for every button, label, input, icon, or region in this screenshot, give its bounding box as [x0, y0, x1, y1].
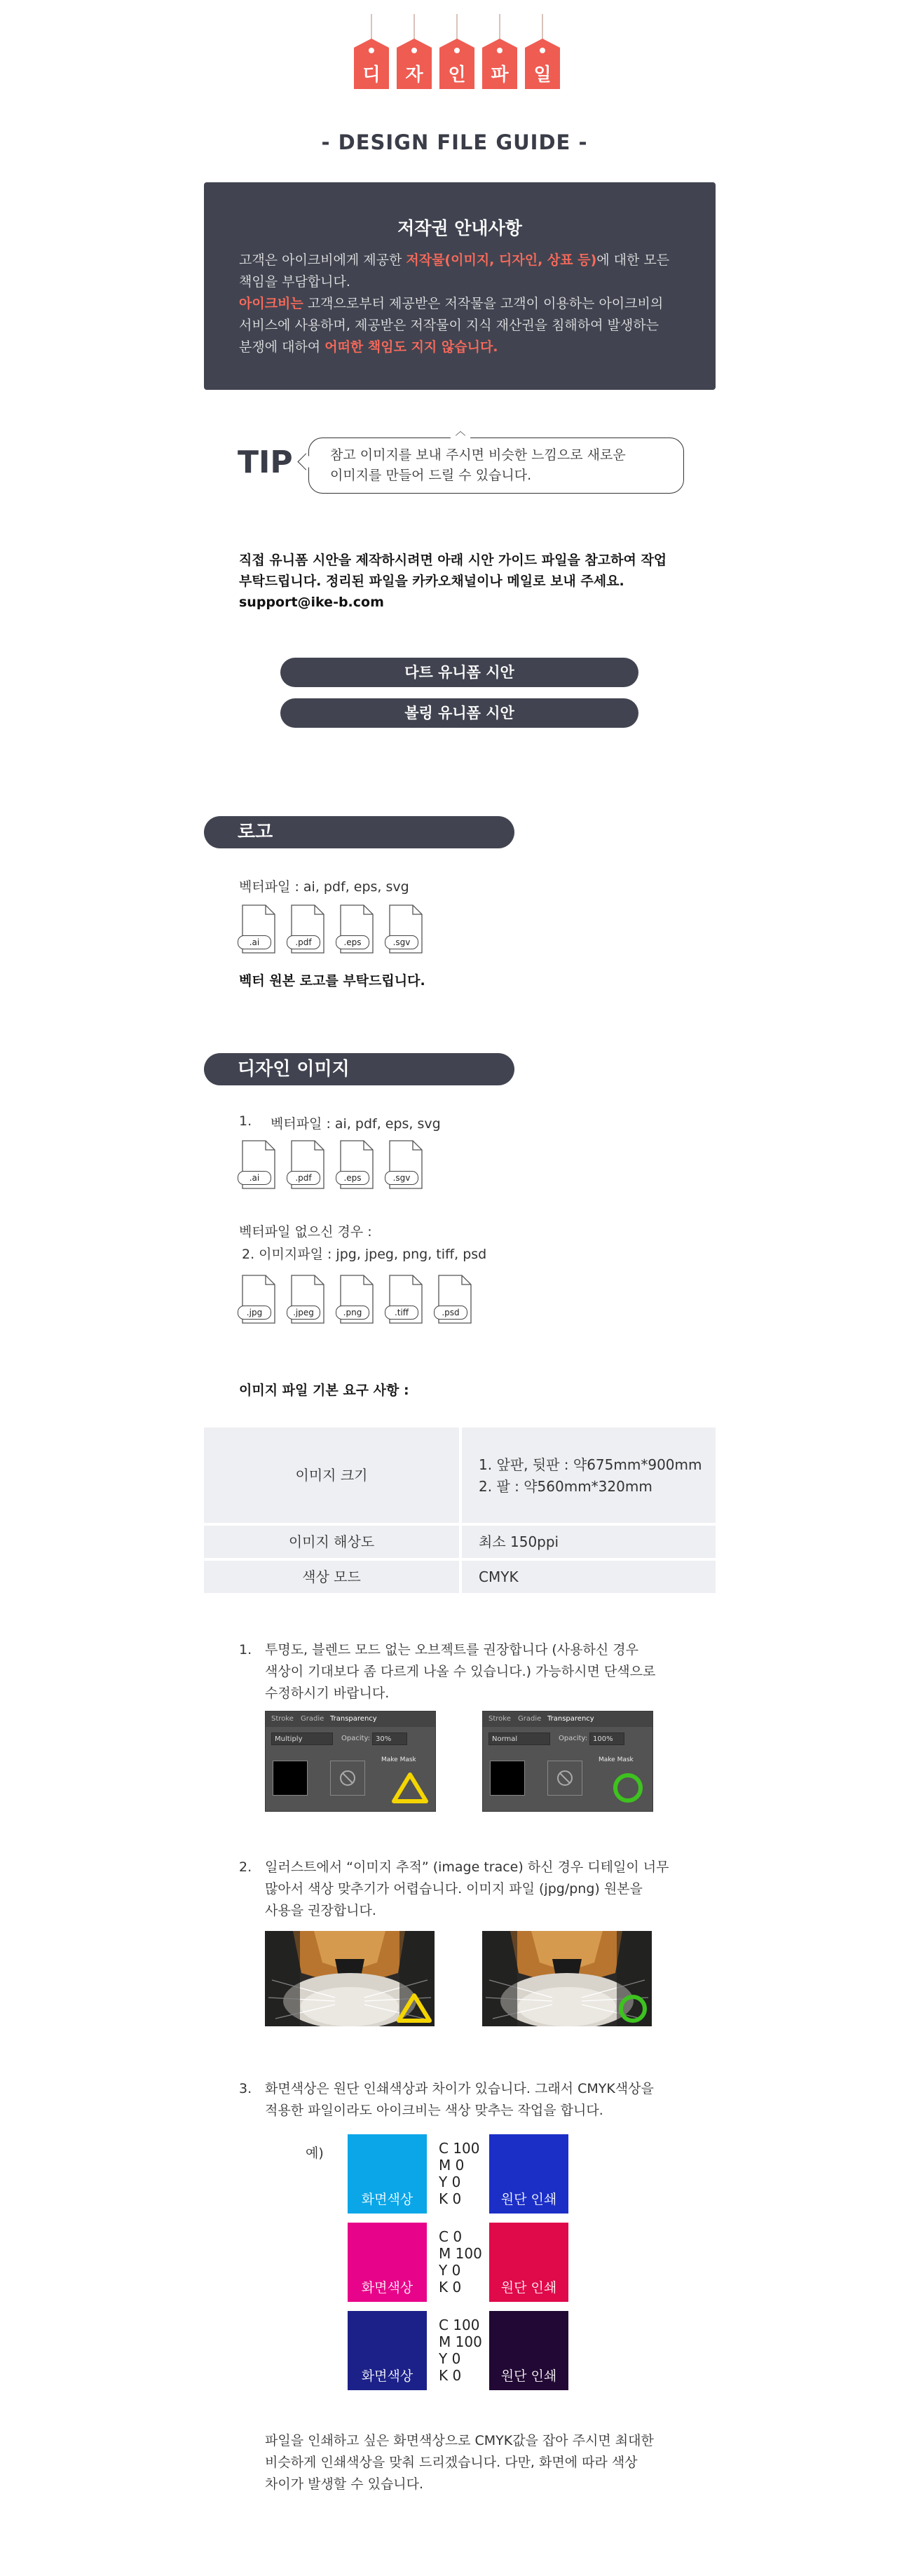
table-value-resolution: 최소 150ppi [462, 1526, 716, 1558]
note3-num: 3. [239, 2081, 252, 2096]
cmyk-m: M 100 [439, 2245, 482, 2262]
tag-char: 파 [491, 65, 509, 86]
table-label-size: 이미지 크기 [204, 1428, 459, 1523]
screen-color-swatch: 화면색상 [348, 2223, 427, 2302]
file-label: .eps [336, 1171, 369, 1185]
file-label: .psd [434, 1306, 467, 1320]
cmyk-y: Y 0 [439, 2262, 461, 2279]
dart-uniform-button[interactable]: 다트 유니폼 시안 [280, 658, 638, 687]
tag-4 [482, 14, 517, 91]
file-jpeg-icon [291, 1275, 324, 1324]
note3-line: 적용한 파일이라도 아이크비는 색상 맞추는 작업을 합니다. [265, 2103, 603, 2118]
design-section-heading: 디자인 이미지 [204, 1053, 514, 1085]
opacity-value: 30% [372, 1733, 407, 1745]
mask-icon [547, 1761, 582, 1796]
logo-note: 벡터 원본 로고를 부탁드립니다. [239, 973, 425, 989]
cmyk-k: K 0 [439, 2190, 462, 2207]
copyright-text-part: 서비스에 사용하며, 제공받은 저작물이 지식 재산권을 침해하여 발생하는 [239, 318, 659, 333]
note2-text [265, 1857, 699, 1922]
note2-line: 많아서 색상 맞추기가 어렵습니다. 이미지 파일 (jpg/png) 원본을 [265, 1881, 643, 1897]
requirements-title: 이미지 파일 기본 요구 사항 : [239, 1383, 409, 1398]
ok-circle-icon [617, 1993, 649, 2025]
example-label: 예) [306, 2145, 324, 2161]
intro-line: 부탁드립니다. 정리된 파일을 카카오채널이나 메일로 보내 주세요. [239, 574, 624, 589]
file-eps-icon [340, 904, 374, 954]
file-tiff-icon [389, 1275, 423, 1324]
note2-num: 2. [239, 1859, 252, 1875]
blend-mode-select: Multiply [271, 1733, 333, 1745]
copyright-highlight: 저작물(이미지, 디자인, 상표 등) [406, 252, 597, 268]
size-value-line: 2. 팔 : 약560mm*320mm [479, 1478, 652, 1495]
cmyk-c: C 100 [439, 2317, 480, 2333]
warning-triangle-icon [392, 1772, 428, 1804]
table-value-color: CMYK [462, 1561, 716, 1593]
note1-line: 투명도, 블렌드 모드 없는 오브젝트를 권장합니다 (사용하신 경우 [265, 1642, 638, 1658]
file-label: .tiff [385, 1306, 418, 1320]
cmyk-k: K 0 [439, 2279, 462, 2296]
copyright-highlight: 어떠한 책임도 지지 않습니다. [324, 339, 498, 355]
note1-text [265, 1639, 699, 1704]
fabric-color-swatch: 원단 인쇄 [489, 2223, 568, 2302]
file-label: .sgv [385, 935, 418, 949]
tiger-photo-original [482, 1931, 652, 2026]
transparency-panel-good [482, 1711, 653, 1812]
item1-num: 1. [239, 1113, 252, 1129]
copyright-highlight: 아이크비는 [239, 296, 303, 311]
file-pdf-icon [291, 904, 324, 954]
file-label: .png [336, 1306, 369, 1320]
logo-section-heading: 로고 [204, 816, 514, 848]
thumbnail [490, 1761, 525, 1796]
cmyk-m: M 0 [439, 2157, 465, 2174]
guide-title: - DESIGN FILE GUIDE - [321, 130, 588, 154]
panel-tab: Transparency [547, 1715, 594, 1723]
cmyk-values [439, 2228, 482, 2296]
intro-line: 직접 유니폼 시안을 제작하시려면 아래 시안 가이드 파일을 참고하여 작업 [239, 553, 667, 568]
file-label: .eps [336, 935, 369, 949]
opacity-label: Opacity: [341, 1735, 371, 1742]
ok-circle-icon [612, 1772, 644, 1804]
panel-tab: Gradie [301, 1715, 324, 1723]
file-eps-icon [340, 1140, 374, 1189]
file-ai-icon [242, 1140, 275, 1189]
file-png-icon [340, 1275, 374, 1324]
panel-tabs [483, 1711, 652, 1727]
transparency-panel-bad [265, 1711, 436, 1812]
copyright-text-part: 분쟁에 대하여 [239, 339, 325, 355]
copyright-text [239, 250, 688, 358]
closing-text [265, 2430, 699, 2495]
file-label: .jpeg [287, 1306, 320, 1320]
closing-line: 파일을 인쇄하고 싶은 화면색상으로 CMYK값을 잡아 주시면 최대한 [265, 2433, 654, 2448]
cmyk-values [439, 2317, 482, 2384]
file-psd-icon [438, 1275, 472, 1324]
file-label: .ai [238, 1171, 271, 1185]
closing-line: 차이가 발생할 수 있습니다. [265, 2476, 424, 2492]
logo-vector-label: 벡터파일 : ai, pdf, eps, svg [239, 879, 409, 895]
tag-1 [354, 14, 389, 91]
tip-line: 이미지를 만들어 드릴 수 있습니다. [330, 468, 532, 483]
panel-tab: Stroke [271, 1715, 294, 1723]
mask-icon [330, 1761, 365, 1796]
chevron-up-icon: ︿ [449, 419, 472, 443]
file-ai-icon [242, 904, 275, 954]
make-mask-label: Make Mask [381, 1756, 416, 1763]
tag-char: 일 [533, 65, 552, 86]
cmyk-m: M 100 [439, 2333, 482, 2350]
bowling-uniform-button[interactable]: 볼링 유니폼 시안 [280, 698, 638, 728]
panel-tab: Transparency [330, 1715, 377, 1723]
tag-2 [397, 14, 432, 91]
copyright-text-part: 고객은 아이크비에게 제공한 [239, 252, 406, 268]
cmyk-c: C 0 [439, 2228, 463, 2245]
item2-label: 2. 이미지파일 : jpg, jpeg, png, tiff, psd [242, 1247, 487, 1262]
file-label: .ai [238, 935, 271, 949]
support-email[interactable]: support@ike-b.com [239, 595, 384, 610]
screen-color-swatch: 화면색상 [348, 2134, 427, 2214]
file-label: .pdf [287, 1171, 320, 1185]
opacity-value: 100% [589, 1733, 624, 1745]
note3-text [265, 2078, 699, 2122]
copyright-title: 저작권 안내사항 [397, 218, 522, 238]
note2-line: 사용을 권장합니다. [265, 1903, 376, 1918]
file-svg-icon [389, 904, 423, 954]
file-pdf-icon [291, 1140, 324, 1189]
fabric-color-swatch: 원단 인쇄 [489, 2134, 568, 2214]
tiger-photo-traced [265, 1931, 435, 2026]
table-value-size [462, 1428, 716, 1523]
make-mask-label: Make Mask [599, 1756, 634, 1763]
panel-tab: Stroke [488, 1715, 511, 1723]
panel-tab: Gradie [518, 1715, 542, 1723]
no-vector-label: 벡터파일 없으신 경우 : [239, 1224, 372, 1240]
item1-label: 벡터파일 : ai, pdf, eps, svg [271, 1116, 441, 1132]
file-svg-icon [389, 1140, 423, 1189]
file-label: .jpg [238, 1306, 271, 1320]
file-jpg-icon [242, 1275, 275, 1324]
tip-label: TIP [238, 445, 293, 480]
panel-tabs [266, 1711, 435, 1727]
file-label: .pdf [287, 935, 320, 949]
tag-3 [439, 14, 474, 91]
size-value-line: 1. 앞판, 뒷판 : 약675mm*900mm [479, 1456, 702, 1473]
intro-text [239, 550, 688, 613]
cmyk-c: C 100 [439, 2140, 480, 2157]
file-label: .sgv [385, 1171, 418, 1185]
table-label-color: 색상 모드 [204, 1561, 459, 1593]
cmyk-y: Y 0 [439, 2174, 461, 2190]
thumbnail [273, 1761, 308, 1796]
tip-bubble [308, 438, 684, 494]
cmyk-values [439, 2140, 480, 2207]
note3-line: 화면색상은 원단 인쇄색상과 차이가 있습니다. 그래서 CMYK색상을 [265, 2081, 654, 2096]
screen-color-swatch: 화면색상 [348, 2311, 427, 2390]
copyright-text-part: 고객으로부터 제공받은 저작물을 고객이 이용하는 아이크비의 [303, 296, 664, 311]
note2-line: 일러스트에서 “이미지 추적” (image trace) 하신 경우 디테일이 너무 [265, 1859, 669, 1875]
note1-line: 수정하시기 바랍니다. [265, 1686, 390, 1701]
warning-triangle-icon [397, 1993, 432, 2023]
copyright-notice [204, 182, 716, 390]
tag-char: 디 [362, 65, 381, 86]
tag-5 [525, 14, 560, 91]
tag-char: 자 [405, 65, 423, 86]
cmyk-y: Y 0 [439, 2350, 461, 2367]
note1-num: 1. [239, 1642, 252, 1658]
table-label-resolution: 이미지 해상도 [204, 1526, 459, 1558]
opacity-label: Opacity: [559, 1735, 588, 1742]
tag-char: 인 [448, 65, 466, 86]
blend-mode-select: Normal [488, 1733, 550, 1745]
copyright-text-part: 에 대한 모든 [596, 252, 670, 268]
copyright-text-part: 책임을 부담합니다. [239, 274, 350, 290]
closing-line: 비슷하게 인쇄색상을 맞춰 드리겠습니다. 다만, 화면에 따라 색상 [265, 2455, 638, 2470]
fabric-color-swatch: 원단 인쇄 [489, 2311, 568, 2390]
tip-line: 참고 이미지를 보내 주시면 비슷한 느낌으로 새로운 [330, 447, 626, 463]
note1-line: 색상이 기대보다 좀 다르게 나올 수 있습니다.) 가능하시면 단색으로 [265, 1664, 656, 1679]
cmyk-k: K 0 [439, 2367, 462, 2384]
